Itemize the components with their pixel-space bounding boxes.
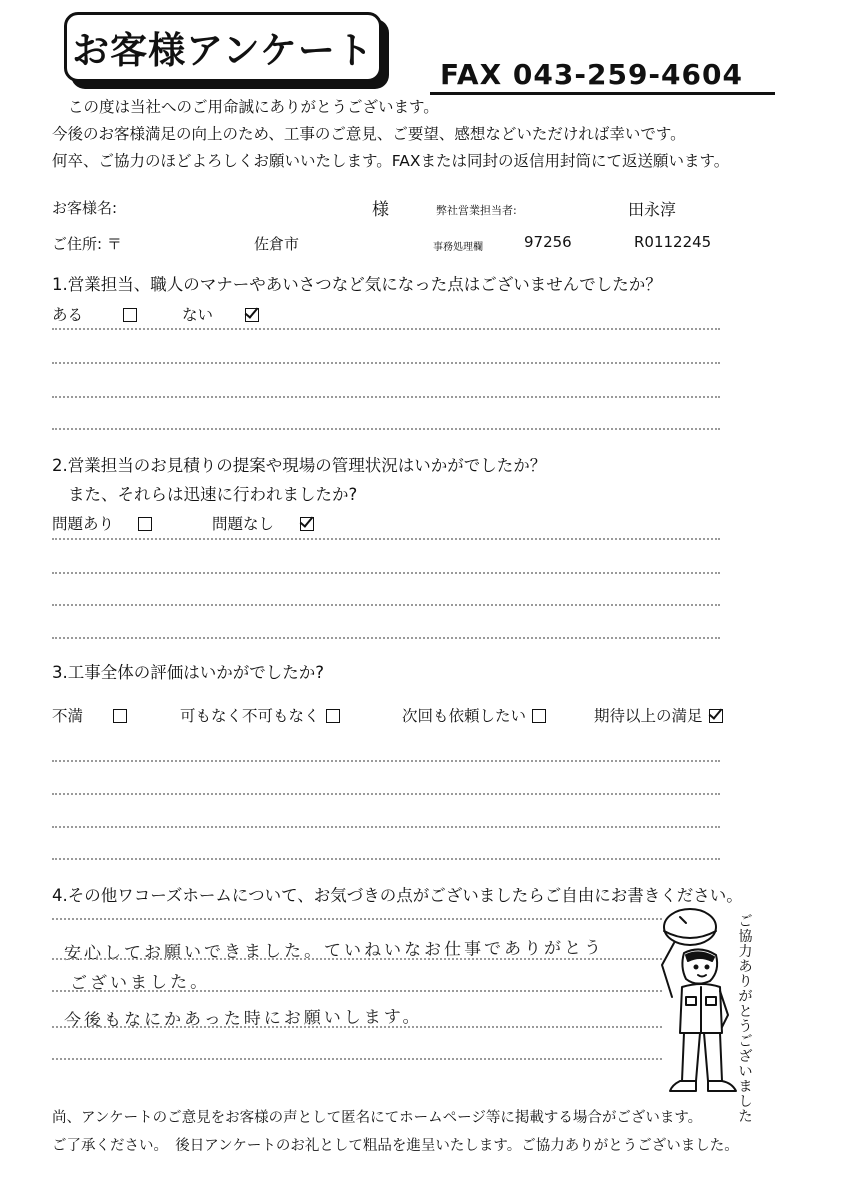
intro-line-3: 何卒、ご協力のほどよろしくお願いいたします。FAXまたは同封の返信用封筒にて返送願います。 — [52, 152, 730, 170]
intro-line-1: この度は当社へのご用命誠にありがとうございます。 — [68, 98, 439, 116]
q1-option-nai-label: ない — [182, 306, 214, 324]
staff-label: 弊社営業担当者: — [436, 204, 517, 217]
q2-option-mondai-nashi-label: 問題なし — [212, 515, 275, 533]
q3-option-kamonaku-label: 可もなく不可もなく — [180, 707, 320, 725]
q3-checkbox-jikai[interactable] — [532, 709, 546, 723]
worker-mascot-illustration — [650, 905, 740, 1105]
customer-name-label: お客様名: — [52, 199, 118, 217]
q4-answer-line-3[interactable] — [52, 1026, 662, 1028]
q2-answer-line-1[interactable] — [52, 538, 720, 540]
question-1: 1.営業担当、職人のマナーやあいさつなど気になった点はございませんでしたか？ — [52, 275, 662, 294]
q3-option-kitai-ijou[interactable] — [594, 704, 723, 726]
q2-option-mondai-nashi[interactable] — [212, 512, 314, 534]
q1-answer-line-2[interactable] — [52, 362, 720, 364]
question-3: 3.工事全体の評価はいかがでしたか? — [52, 663, 325, 682]
q3-answer-line-4[interactable] — [52, 858, 720, 860]
q1-checkbox-aru[interactable] — [123, 308, 137, 322]
q4-answer-line-1[interactable] — [52, 958, 662, 960]
reference-code: R0112245 — [634, 233, 712, 251]
q1-option-nai[interactable] — [182, 303, 259, 325]
mascot-thanks-vertical-text: ご協力ありがとうございました — [738, 914, 754, 1125]
q3-option-kamonaku[interactable] — [180, 704, 340, 726]
q1-option-aru[interactable] — [52, 303, 137, 325]
q1-answer-line-3[interactable] — [52, 396, 720, 398]
address-label: ご住所: 〒 — [52, 235, 122, 253]
q3-option-fuman[interactable] — [52, 704, 127, 726]
q3-option-kitai-ijou-label: 期待以上の満足 — [594, 707, 703, 725]
q1-option-aru-label: ある — [52, 306, 84, 324]
q3-answer-line-1[interactable] — [52, 760, 720, 762]
q3-option-fuman-label: 不満 — [52, 707, 84, 725]
office-use-label: 事務処理欄 — [433, 242, 483, 253]
q2-answer-line-4[interactable] — [52, 637, 720, 639]
q3-option-jikai-label: 次回も依頼したい — [402, 707, 527, 725]
fax-number: FAX 043-259-4604 — [440, 58, 743, 91]
q3-answer-line-2[interactable] — [52, 793, 720, 795]
q2-checkbox-mondai-nashi[interactable] — [300, 517, 314, 531]
question-2-line-1: 2.営業担当のお見積りの提案や現場の管理状況はいかがでしたか？ — [52, 456, 547, 475]
q2-option-mondai-ari-label: 問題あり — [52, 515, 115, 533]
q2-answer-line-3[interactable] — [52, 604, 720, 606]
footer-line-2: ご了承ください。 後日アンケートのお礼として粗品を進呈いたします。ご協力ありがとうございました。 — [52, 1138, 739, 1154]
q4-answer-line-0[interactable] — [52, 918, 662, 920]
question-2-line-2: また、それらは迅速に行われましたか? — [68, 485, 358, 504]
q4-handwritten-line-3[interactable]: 今後もなにかあった時にお願いします。 — [63, 1007, 423, 1031]
q4-handwritten-line-2[interactable]: ございました。 — [69, 972, 211, 994]
question-4: 4.その他ワコーズホームについて、お気づきの点がございましたらご自由にお書きください。 — [52, 886, 743, 905]
q2-checkbox-mondai-ari[interactable] — [138, 517, 152, 531]
q1-answer-line-4[interactable] — [52, 428, 720, 430]
q1-answer-line-1[interactable] — [52, 328, 720, 330]
customer-name-suffix: 様 — [372, 200, 389, 220]
q3-checkbox-fuman[interactable] — [113, 709, 127, 723]
q3-answer-line-3[interactable] — [52, 826, 720, 828]
q1-checkbox-nai[interactable] — [245, 308, 259, 322]
q3-checkbox-kitai-ijou[interactable] — [709, 709, 723, 723]
q4-answer-line-4[interactable] — [52, 1058, 662, 1060]
office-code: 97256 — [524, 233, 572, 251]
q3-checkbox-kamonaku[interactable] — [326, 709, 340, 723]
staff-name[interactable]: 田永淳 — [628, 200, 677, 219]
footer-line-1: 尚、アンケートのご意見をお客様の声として匿名にてホームページ等に掲載する場合がございます。 — [52, 1110, 703, 1126]
q4-handwritten-line-1[interactable]: 安心してお願いできました。ていねいなお仕事でありがとう — [63, 938, 605, 964]
q3-option-jikai[interactable] — [402, 704, 546, 726]
q4-answer-line-2[interactable] — [52, 990, 662, 992]
survey-title: お客様アンケート — [64, 12, 382, 82]
q2-answer-line-2[interactable] — [52, 572, 720, 574]
fax-underline — [430, 92, 775, 95]
intro-line-2: 今後のお客様満足の向上のため、工事のご意見、ご要望、感想などいただければ幸いです。 — [52, 125, 686, 143]
q2-option-mondai-ari[interactable] — [52, 512, 152, 534]
address-city[interactable]: 佐倉市 — [254, 235, 300, 253]
